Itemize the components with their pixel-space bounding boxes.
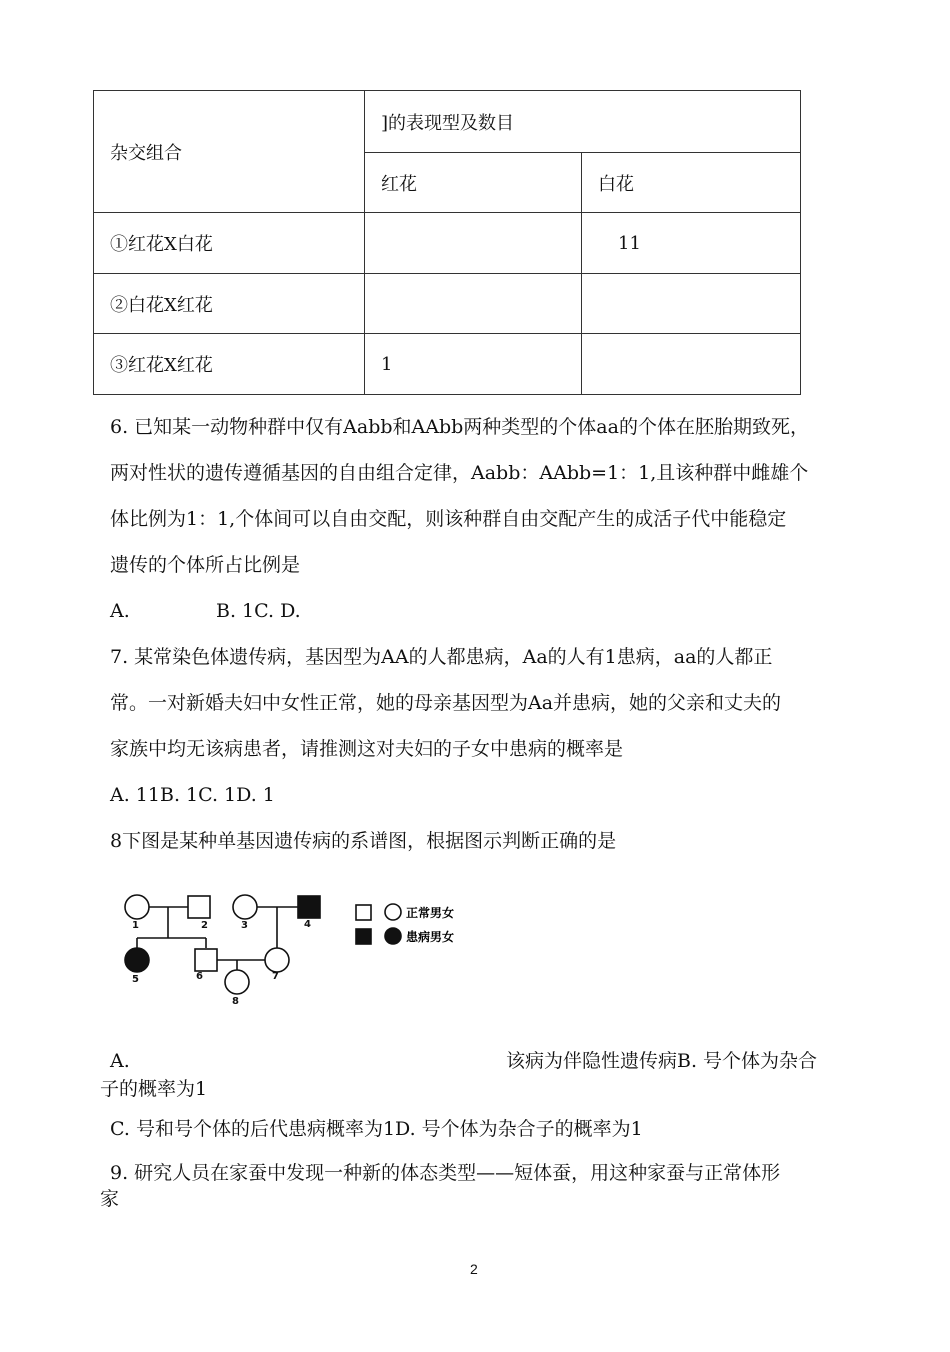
cell-cross: ③红花X红花 (94, 334, 365, 395)
cross-results-table (93, 90, 801, 395)
page-number: 2 (470, 1261, 478, 1277)
individual-5 (125, 948, 149, 972)
table-row (94, 213, 801, 274)
q8-option-a-wrap: 子的概率为1 (100, 1078, 208, 1100)
cell-red: 1 (365, 334, 582, 395)
q7-line-1: 7. 某常染色体遗传病，基因型为AA的人都患病，Aa的人有1患病，aa的人都正 (110, 646, 773, 668)
q6-option-a: A. (110, 600, 130, 622)
label-1: 1 (132, 920, 139, 931)
q6-line-1: 6. 已知某一动物种群中仅有Aabb和AAbb两种类型的个体aa的个体在胚胎期致死， (110, 416, 809, 438)
q7-options: A. 11B. 1C. 1D. 1 (110, 784, 275, 806)
label-3: 3 (241, 920, 248, 931)
cell-red (365, 274, 582, 334)
q6-line-3: 体比例为1：1,个体间可以自由交配，则该种群自由交配产生的成活子代中能稳定 (110, 508, 787, 530)
legend-normal-male (356, 905, 371, 920)
q7-line-2: 常。一对新婚夫妇中女性正常，她的母亲基因型为Aa并患病，她的父亲和丈夫的 (110, 692, 782, 714)
individual-3 (233, 895, 257, 919)
label-5: 5 (132, 974, 139, 985)
label-7: 7 (272, 971, 279, 982)
q6-options-bcd: B. 1C. D. (216, 600, 301, 622)
q8-options-cd: C. 号和号个体的后代患病概率为1D. 号个体为杂合子的概率为1 (110, 1118, 643, 1140)
individual-6 (195, 949, 217, 971)
label-8: 8 (232, 996, 239, 1007)
label-4: 4 (304, 919, 311, 930)
q8-option-a-tail: 该病为伴隐性遗传病B. 号个体为杂合 (506, 1050, 818, 1072)
individual-4 (298, 896, 320, 918)
q9-line-1: 9. 研究人员在家蚕中发现一种新的体态类型——短体蚕，用这种家蚕与正常体形 (110, 1162, 781, 1184)
table-row (94, 334, 801, 395)
legend-normal-female (385, 904, 401, 920)
table-row (94, 274, 801, 334)
cell-white: 11 (582, 213, 801, 274)
q6-line-2: 两对性状的遗传遵循基因的自由组合定律，Aabb：AAbb=1：1,且该种群中雌雄个 (110, 462, 809, 484)
q9-line-2: 家 (100, 1188, 120, 1210)
individual-8 (225, 970, 249, 994)
label-6: 6 (196, 971, 203, 982)
legend-affected-text: 患病男女 (406, 930, 455, 944)
q7-line-3: 家族中均无该病患者，请推测这对夫妇的子女中患病的概率是 (110, 738, 624, 760)
individual-2 (188, 896, 210, 918)
q6-line-4: 遗传的个体所占比例是 (110, 554, 301, 576)
header-cross: 杂交组合 (94, 91, 365, 213)
header-white: 白花 (582, 153, 801, 213)
header-red: 红花 (365, 153, 582, 213)
cell-white (582, 274, 801, 334)
individual-7 (265, 948, 289, 972)
legend-affected-female (385, 928, 401, 944)
cell-cross: ②白花X红花 (94, 274, 365, 334)
header-phenotype: ]的表现型及数目 (365, 91, 801, 153)
pedigree-chart (110, 880, 490, 1010)
q8-stem: 8下图是某种单基因遗传病的系谱图，根据图示判断正确的是 (110, 830, 617, 852)
legend-affected-male (356, 929, 371, 944)
legend-normal-text: 正常男女 (406, 906, 455, 920)
individual-1 (125, 895, 149, 919)
cell-red (365, 213, 582, 274)
cell-cross: ①红花X白花 (94, 213, 365, 274)
label-2: 2 (201, 920, 208, 931)
q8-option-a: A. (110, 1050, 130, 1072)
cell-white (582, 334, 801, 395)
